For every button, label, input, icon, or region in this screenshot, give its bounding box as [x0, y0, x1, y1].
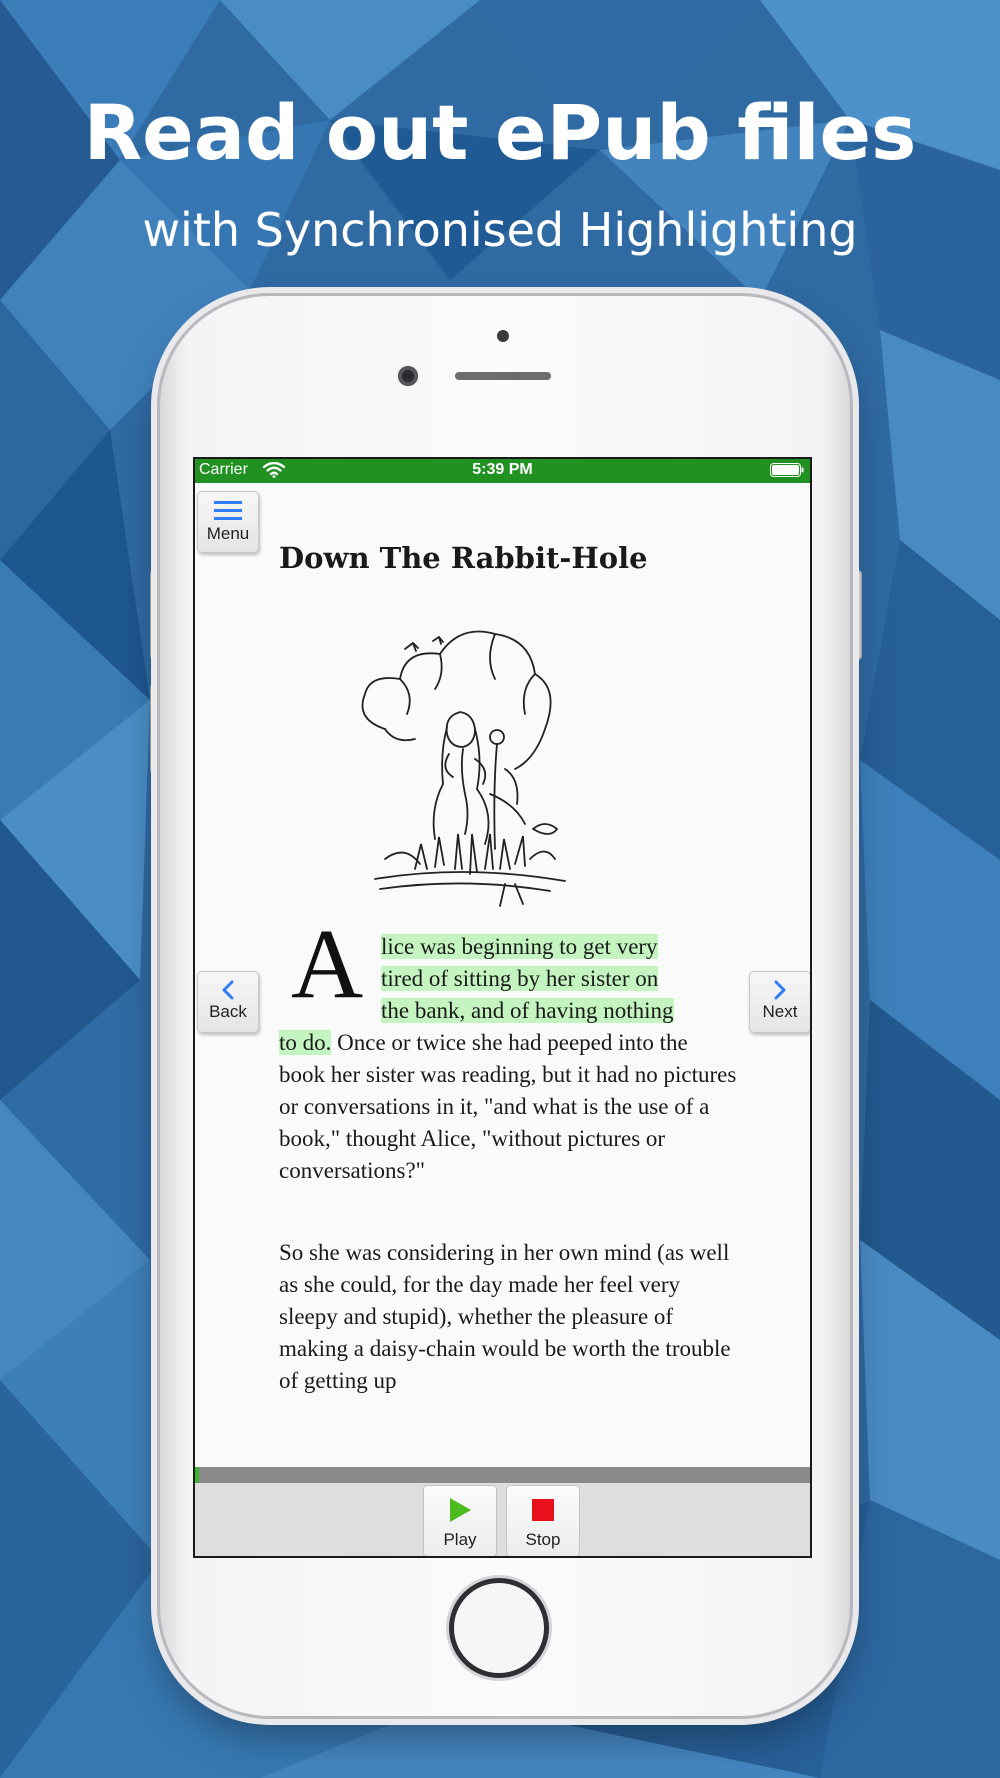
alice-illustration [345, 619, 585, 909]
paragraph-1-text: Once or twice she had peeped into the book her sister was reading, but it had no pictures or conversations in it, "and what is the use of a book," thought Alice, "without pictures or conversations?" [279, 1030, 737, 1183]
reading-progress-bar[interactable] [195, 1467, 810, 1483]
highlighted-sentence [381, 931, 711, 1027]
battery-icon [770, 463, 804, 477]
next-label: Next [762, 1002, 798, 1021]
next-button[interactable] [749, 971, 811, 1033]
highlighted-line: tired of sitting by her sister on [381, 966, 659, 991]
paragraph-1-continued [279, 1027, 739, 1187]
reading-progress-fill [195, 1467, 199, 1483]
proximity-sensor [497, 330, 509, 342]
chapter-title: Down The Rabbit-Hole [279, 541, 648, 575]
back-button[interactable] [197, 971, 259, 1033]
phone-power-button [850, 570, 862, 660]
status-bar [195, 459, 810, 483]
chevron-right-icon [772, 980, 788, 1000]
play-icon [447, 1496, 473, 1524]
highlighted-line: the bank, and of having nothing [381, 998, 674, 1023]
stop-label: Stop [525, 1530, 561, 1549]
chevron-left-icon [220, 980, 236, 1000]
highlighted-line: lice was beginning to get very [381, 934, 658, 959]
play-button[interactable] [423, 1485, 497, 1557]
paragraph-2: So she was considering in her own mind (as well as she could, for the day made her feel very sleepy and stupid), whether the pleasure of making a daisy-chain would be worth the trouble of getting up [279, 1240, 731, 1393]
menu-label: Menu [206, 524, 250, 543]
promo-subtitle: with Synchronised Highlighting [142, 203, 858, 257]
carrier-label: Carrier [199, 461, 248, 478]
front-camera [398, 366, 418, 386]
hamburger-menu-icon [213, 500, 243, 522]
back-label: Back [209, 1002, 247, 1021]
menu-button[interactable] [197, 491, 259, 553]
stop-icon [530, 1496, 556, 1524]
earpiece-speaker [455, 372, 551, 380]
drop-cap: A [291, 908, 364, 1019]
status-time: 5:39 PM [472, 461, 533, 478]
play-label: Play [443, 1530, 477, 1549]
promo-title: Read out ePub files [83, 88, 917, 177]
highlighted-tail: to do. [279, 1030, 332, 1055]
stop-button[interactable] [506, 1485, 580, 1557]
home-button[interactable] [449, 1578, 549, 1678]
playback-toolbar [195, 1483, 810, 1556]
phone-screen [193, 457, 812, 1558]
